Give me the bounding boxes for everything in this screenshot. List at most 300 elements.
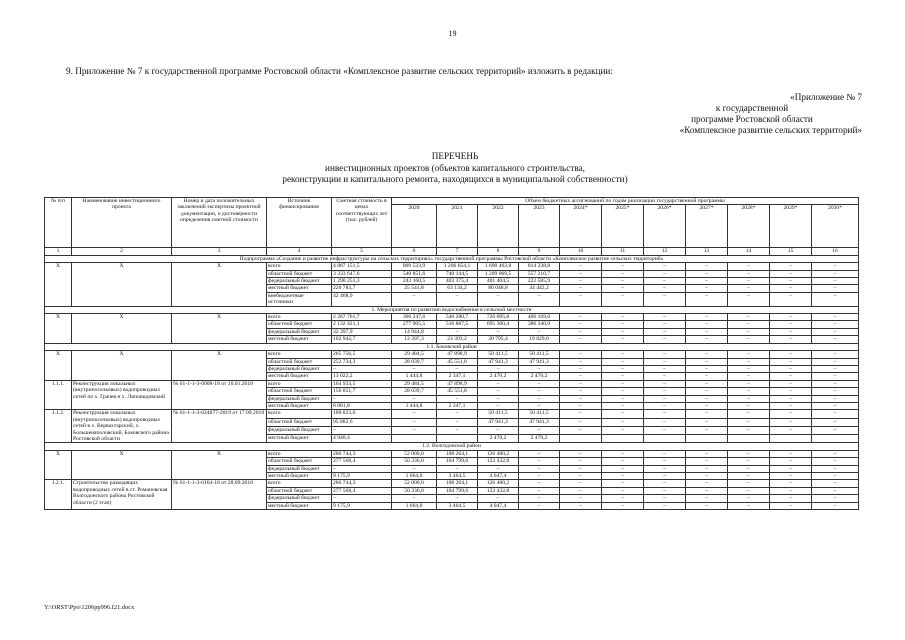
- year-value: 406 169,6: [519, 314, 560, 321]
- year-value: 28 039,7: [392, 388, 437, 395]
- year-value: –: [770, 351, 812, 358]
- year-value: –: [812, 314, 859, 321]
- estimated-cost: 286 744,3: [332, 450, 392, 457]
- year-value: 122 432,8: [478, 487, 519, 494]
- column-number: 2: [72, 248, 172, 255]
- year-value: –: [770, 321, 812, 328]
- year-value: –: [644, 395, 686, 402]
- year-value: –: [602, 473, 644, 480]
- estimated-cost: 277 568,4: [332, 458, 392, 465]
- header-year: 2026*: [644, 205, 686, 248]
- funding-source: местный бюджет: [267, 373, 332, 380]
- year-value: –: [560, 351, 602, 358]
- year-value: –: [644, 358, 686, 365]
- year-value: –: [644, 336, 686, 343]
- year-value: [686, 435, 728, 443]
- estimated-cost: 9 175,9: [332, 473, 392, 480]
- expertise-document: № 61-1-1-3-0164-18 от 28.09.2018: [172, 480, 267, 510]
- year-value: –: [644, 426, 686, 434]
- year-value: –: [644, 473, 686, 480]
- year-value: –: [686, 336, 728, 343]
- year-value: 50 411,5: [519, 410, 560, 418]
- year-value: –: [770, 418, 812, 426]
- year-value: –: [812, 458, 859, 465]
- year-value: 108 264,1: [437, 450, 478, 457]
- year-value: –: [602, 263, 644, 270]
- year-value: –: [519, 465, 560, 472]
- year-value: –: [728, 263, 770, 270]
- year-value: 47 941,3: [519, 418, 560, 426]
- project-number: Х: [45, 314, 72, 344]
- year-value: –: [686, 410, 728, 418]
- expertise-document: Х: [172, 450, 267, 480]
- year-value: –: [602, 365, 644, 372]
- column-number: 10: [560, 248, 602, 255]
- year-value: 47 898,9: [437, 380, 478, 387]
- year-value: 2 347,1: [437, 402, 478, 409]
- year-value: 726 095,8: [478, 314, 519, 321]
- year-value: –: [437, 495, 478, 502]
- year-value: –: [644, 270, 686, 277]
- year-value: 695 300,4: [478, 321, 519, 328]
- year-value: –: [602, 292, 644, 306]
- estimated-cost: 8 081,8: [332, 402, 392, 409]
- year-value: –: [812, 487, 859, 494]
- year-value: –: [602, 458, 644, 465]
- year-value: 557 210,7: [519, 270, 560, 277]
- funding-source: федеральный бюджет: [267, 278, 332, 285]
- year-value: –: [602, 426, 644, 434]
- year-value: 809 533,9: [392, 263, 437, 270]
- year-value: [644, 435, 686, 443]
- year-value: 243 160,5: [392, 278, 437, 285]
- year-value: 28 039,7: [392, 358, 437, 365]
- year-value: –: [728, 426, 770, 434]
- year-value: –: [602, 285, 644, 292]
- year-value: –: [686, 495, 728, 502]
- project-number: Х: [45, 263, 72, 306]
- year-value: –: [602, 395, 644, 402]
- year-value: 13 397,3: [392, 336, 437, 343]
- year-value: –: [728, 473, 770, 480]
- year-value: –: [602, 495, 644, 502]
- year-value: –: [728, 314, 770, 321]
- year-value: –: [644, 418, 686, 426]
- year-value: [392, 435, 437, 443]
- year-value: 740 144,5: [437, 270, 478, 277]
- year-value: –: [437, 365, 478, 372]
- funding-source: местный бюджет: [267, 402, 332, 409]
- estimated-cost: 156 851,7: [332, 388, 392, 395]
- year-value: –: [686, 473, 728, 480]
- funding-source: областной бюджет: [267, 270, 332, 277]
- page-number: 19: [448, 29, 457, 38]
- estimated-cost: 32 397,9: [332, 328, 392, 335]
- year-value: –: [728, 465, 770, 472]
- column-number: 3: [172, 248, 267, 255]
- year-value: –: [812, 502, 859, 509]
- year-value: –: [770, 292, 812, 306]
- year-value: –: [602, 314, 644, 321]
- year-value: –: [812, 410, 859, 418]
- appendix-header: [602, 92, 862, 136]
- year-value: –: [812, 285, 859, 292]
- file-path-footer: Y:\ORST\Ppo\1206pp996.f21.docx: [44, 604, 135, 611]
- year-value: –: [686, 458, 728, 465]
- year-value: –: [519, 388, 560, 395]
- year-value: –: [728, 270, 770, 277]
- year-value: –: [560, 495, 602, 502]
- table-row: [45, 380, 859, 387]
- year-value: 1 664,0: [392, 502, 437, 509]
- year-value: –: [519, 458, 560, 465]
- funding-source: федеральный бюджет: [267, 426, 332, 434]
- year-value: 3 464,5: [437, 502, 478, 509]
- year-value: –: [728, 285, 770, 292]
- header-doc: Номер и дата положительных заключений экспертизы проектной документации, о достоверности определения сметной стоимости: [172, 198, 267, 248]
- header-year: 2027*: [686, 205, 728, 248]
- year-value: –: [560, 410, 602, 418]
- funding-source: федеральный бюджет: [267, 395, 332, 402]
- table-row: [45, 314, 859, 321]
- year-value: –: [602, 410, 644, 418]
- year-value: –: [602, 328, 644, 335]
- project-number: 1.1.1.: [45, 380, 72, 410]
- project-number: 1.1.2.: [45, 410, 72, 443]
- year-value: –: [686, 365, 728, 372]
- year-value: 50 336,0: [392, 458, 437, 465]
- funding-source: местный бюджет: [267, 435, 332, 443]
- year-value: 122 432,8: [478, 458, 519, 465]
- year-value: –: [728, 321, 770, 328]
- year-value: –: [770, 426, 812, 434]
- estimated-cost: –: [332, 426, 392, 434]
- year-value: –: [728, 395, 770, 402]
- year-value: –: [519, 380, 560, 387]
- year-value: –: [519, 328, 560, 335]
- year-value: 104 799,6: [437, 458, 478, 465]
- year-value: –: [686, 487, 728, 494]
- year-value: –: [728, 351, 770, 358]
- year-value: –: [644, 373, 686, 380]
- year-value: 2 347,1: [437, 373, 478, 380]
- year-value: –: [686, 321, 728, 328]
- year-value: –: [392, 465, 437, 472]
- year-value: –: [602, 380, 644, 387]
- year-value: –: [392, 292, 437, 306]
- year-value: –: [812, 473, 859, 480]
- year-value: –: [812, 292, 859, 306]
- estimated-cost: –: [332, 465, 392, 472]
- year-value: –: [478, 292, 519, 306]
- year-value: –: [519, 426, 560, 434]
- year-value: 19 829,6: [519, 336, 560, 343]
- year-value: [602, 435, 644, 443]
- year-value: –: [812, 495, 859, 502]
- year-value: –: [728, 495, 770, 502]
- year-value: –: [392, 418, 437, 426]
- estimated-cost: 95 882,6: [332, 418, 392, 426]
- year-value: –: [437, 395, 478, 402]
- year-value: –: [519, 495, 560, 502]
- year-value: –: [437, 292, 478, 306]
- section-row: [45, 255, 859, 262]
- year-value: [437, 435, 478, 443]
- project-name: Х: [72, 263, 172, 306]
- year-value: –: [560, 365, 602, 372]
- year-value: –: [519, 480, 560, 487]
- funding-source: местный бюджет: [267, 285, 332, 292]
- year-value: –: [602, 450, 644, 457]
- year-value: 222 585,9: [519, 278, 560, 285]
- column-number: 13: [686, 248, 728, 255]
- year-value: –: [812, 358, 859, 365]
- year-value: –: [812, 380, 859, 387]
- year-value: –: [812, 465, 859, 472]
- year-value: –: [644, 321, 686, 328]
- year-value: –: [478, 402, 519, 409]
- header-year: 2022: [478, 205, 519, 248]
- year-value: 2 470,2: [478, 435, 519, 443]
- year-value: 52 000,0: [392, 480, 437, 487]
- year-value: –: [644, 450, 686, 457]
- appendix-line: «Приложение № 7: [790, 92, 862, 102]
- expertise-document: Х: [172, 263, 267, 306]
- year-value: –: [560, 450, 602, 457]
- year-value: –: [812, 336, 859, 343]
- table-row: [45, 410, 859, 418]
- year-value: 540 851,6: [392, 270, 437, 277]
- year-value: –: [602, 502, 644, 509]
- year-value: [812, 435, 859, 443]
- year-value: –: [602, 321, 644, 328]
- estimated-cost: 164 933,5: [332, 380, 392, 387]
- header-name: Наименование инвестиционного проекта: [72, 198, 172, 248]
- year-value: –: [644, 328, 686, 335]
- year-value: –: [602, 480, 644, 487]
- column-number: 6: [392, 248, 437, 255]
- funding-source: областной бюджет: [267, 358, 332, 365]
- funding-source: местный бюджет: [267, 473, 332, 480]
- column-number: 14: [728, 248, 770, 255]
- title-line: реконструкции и капитального ремонта, находящихся в муниципальной собственности): [282, 174, 628, 184]
- estimated-cost: 9 175,9: [332, 502, 392, 509]
- funding-source: местный бюджет: [267, 336, 332, 343]
- year-value: 401 404,5: [478, 278, 519, 285]
- appendix-line: программе Ростовской области: [691, 114, 813, 124]
- year-value: –: [644, 465, 686, 472]
- year-value: 14 944,8: [392, 328, 437, 335]
- year-value: –: [602, 487, 644, 494]
- year-value: –: [686, 465, 728, 472]
- estimated-cost: 2 267 761,7: [332, 314, 392, 321]
- year-value: –: [644, 314, 686, 321]
- year-value: –: [644, 351, 686, 358]
- year-value: –: [560, 263, 602, 270]
- funding-source: федеральный бюджет: [267, 365, 332, 372]
- year-value: 47 941,3: [519, 358, 560, 365]
- year-value: –: [560, 402, 602, 409]
- year-value: –: [728, 328, 770, 335]
- year-value: 2 470,2: [519, 435, 560, 443]
- project-name: Реконструкция локальных (внутрипоселковых) водопроводных сетей по х. Грачев и х. Липовидовский: [72, 380, 172, 410]
- year-value: –: [770, 328, 812, 335]
- year-value: –: [644, 263, 686, 270]
- year-value: –: [478, 365, 519, 372]
- year-value: –: [770, 373, 812, 380]
- table-row: [45, 263, 859, 270]
- funding-source: всего: [267, 450, 332, 457]
- year-value: –: [770, 480, 812, 487]
- year-value: –: [770, 388, 812, 395]
- funding-source: федеральный бюджет: [267, 328, 332, 335]
- year-value: –: [519, 473, 560, 480]
- year-value: 403 375,4: [437, 278, 478, 285]
- year-value: –: [602, 402, 644, 409]
- year-value: –: [770, 487, 812, 494]
- header-year: 2020: [392, 205, 437, 248]
- section-title: 1.1. Боковский район: [45, 343, 859, 350]
- estimated-cost: 220 783,7: [332, 285, 392, 292]
- year-value: 108 264,1: [437, 480, 478, 487]
- title-line: инвестиционных проектов (объектов капитального строительства,: [325, 162, 585, 173]
- year-value: 30 795,4: [478, 336, 519, 343]
- year-value: –: [478, 495, 519, 502]
- section-title: 1. Мероприятия по развитию водоснабжения в сельской местности: [45, 306, 859, 313]
- year-value: 45 551,8: [437, 358, 478, 365]
- year-value: 63 134,2: [437, 285, 478, 292]
- year-value: –: [770, 263, 812, 270]
- year-value: –: [686, 418, 728, 426]
- year-value: –: [686, 263, 728, 270]
- year-value: –: [560, 418, 602, 426]
- year-value: 45 551,8: [437, 388, 478, 395]
- header-source: Источник финансирования: [267, 198, 332, 248]
- column-number: 8: [478, 248, 519, 255]
- year-value: –: [770, 473, 812, 480]
- header-cost: Сметная стоимость в ценах соответствующих лет (тыс. рублей): [332, 198, 392, 248]
- year-value: –: [437, 328, 478, 335]
- year-value: –: [770, 336, 812, 343]
- estimated-cost: 252 734,3: [332, 358, 392, 365]
- estimated-cost: 100 823,0: [332, 410, 392, 418]
- year-value: –: [812, 263, 859, 270]
- year-value: –: [812, 373, 859, 380]
- year-value: –: [686, 278, 728, 285]
- year-value: –: [644, 487, 686, 494]
- year-value: –: [560, 278, 602, 285]
- year-value: –: [728, 373, 770, 380]
- year-value: 50 411,5: [478, 410, 519, 418]
- year-value: –: [519, 450, 560, 457]
- column-number: 9: [519, 248, 560, 255]
- year-value: –: [602, 418, 644, 426]
- year-value: –: [812, 450, 859, 457]
- table-row: [45, 450, 859, 457]
- year-value: 1 209 069,5: [478, 270, 519, 277]
- year-value: –: [770, 380, 812, 387]
- year-value: –: [644, 458, 686, 465]
- year-value: –: [519, 402, 560, 409]
- year-value: –: [770, 502, 812, 509]
- year-value: 104 799,6: [437, 487, 478, 494]
- year-value: 1 444,8: [392, 402, 437, 409]
- year-value: –: [560, 502, 602, 509]
- investment-projects-table: [44, 197, 859, 510]
- year-value: –: [686, 292, 728, 306]
- column-number: 1: [45, 248, 72, 255]
- year-value: –: [728, 388, 770, 395]
- year-value: –: [686, 395, 728, 402]
- year-value: 47 898,9: [437, 351, 478, 358]
- year-value: –: [560, 314, 602, 321]
- year-value: –: [644, 278, 686, 285]
- year-value: –: [728, 410, 770, 418]
- year-value: –: [770, 402, 812, 409]
- header-year: 2024*: [560, 205, 602, 248]
- column-number: 4: [267, 248, 332, 255]
- year-value: 52 000,0: [392, 450, 437, 457]
- estimated-cost: 2 132 421,1: [332, 321, 392, 328]
- year-value: –: [478, 426, 519, 434]
- column-number: 15: [770, 248, 812, 255]
- document-title: [260, 151, 650, 186]
- intro-paragraph: 9. Приложение № 7 к государственной программе Ростовской области «Комплексное развитие сельских территорий» изложить в редакции:: [66, 66, 613, 76]
- year-value: –: [686, 480, 728, 487]
- year-value: –: [392, 365, 437, 372]
- funding-source: федеральный бюджет: [267, 495, 332, 502]
- year-value: –: [812, 426, 859, 434]
- year-value: 814 238,8: [519, 263, 560, 270]
- expertise-document: Х: [172, 314, 267, 344]
- year-value: –: [812, 328, 859, 335]
- year-value: –: [392, 395, 437, 402]
- year-value: –: [728, 418, 770, 426]
- project-number: Х: [45, 351, 72, 381]
- year-value: –: [812, 321, 859, 328]
- estimated-cost: 4 887 151,5: [332, 263, 392, 270]
- year-value: –: [686, 426, 728, 434]
- year-value: –: [686, 314, 728, 321]
- estimated-cost: 277 568,4: [332, 487, 392, 494]
- funding-source: областной бюджет: [267, 487, 332, 494]
- year-value: –: [644, 380, 686, 387]
- year-value: –: [770, 285, 812, 292]
- estimated-cost: –: [332, 395, 392, 402]
- title-line: ПЕРЕЧЕНЬ: [431, 151, 479, 161]
- year-value: –: [770, 495, 812, 502]
- year-value: –: [728, 336, 770, 343]
- year-value: –: [728, 380, 770, 387]
- year-value: 277 905,5: [392, 321, 437, 328]
- funding-source: всего: [267, 351, 332, 358]
- expertise-document: № 61-1-1-3-024877-2019 от 17.09.2019: [172, 410, 267, 443]
- estimated-cost: 265 756,5: [332, 351, 392, 358]
- year-value: –: [644, 292, 686, 306]
- year-value: –: [519, 487, 560, 494]
- project-name: Реконструкция локальных (внутрипоселковых) водопроводных сетей в х. Вервахтарский, х. Большенаполовский, Боковского района Ростовской области: [72, 410, 172, 443]
- year-value: –: [728, 480, 770, 487]
- year-value: –: [437, 465, 478, 472]
- year-value: –: [686, 380, 728, 387]
- year-value: –: [644, 480, 686, 487]
- year-value: 3 464,5: [437, 473, 478, 480]
- header-year: 2023: [519, 205, 560, 248]
- appendix-line: к государственной: [715, 103, 789, 113]
- year-value: –: [812, 402, 859, 409]
- year-value: –: [519, 365, 560, 372]
- funding-source: областной бюджет: [267, 458, 332, 465]
